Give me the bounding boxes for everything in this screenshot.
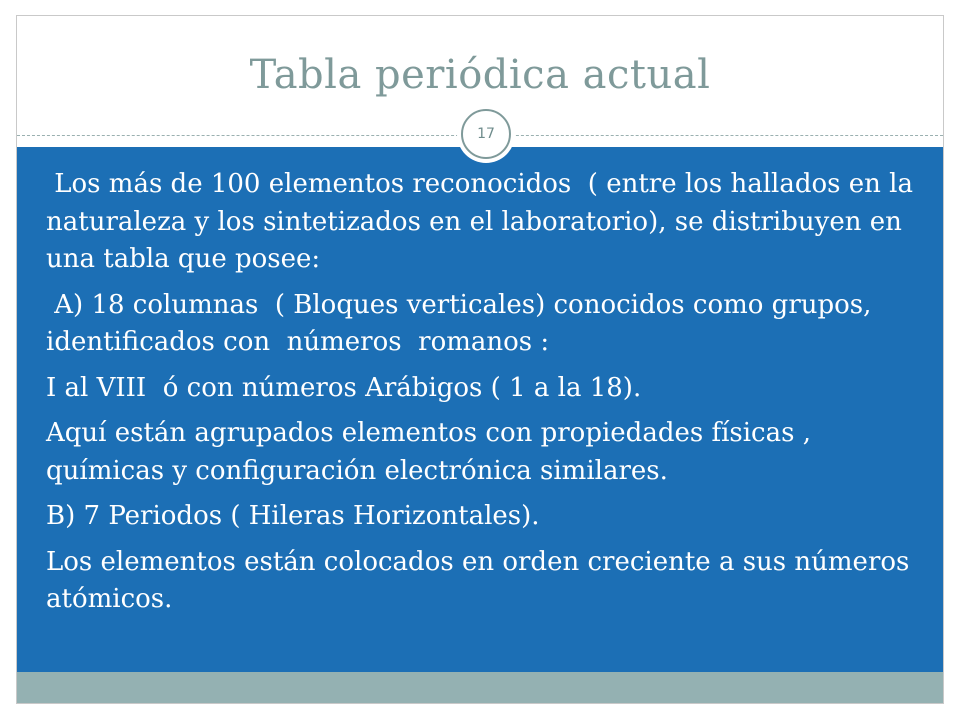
slide: [16, 15, 944, 704]
paragraph: I al VIII ó con números Arábigos ( 1 a la 18).: [46, 372, 642, 403]
slide-title: Tabla periódica actual: [249, 52, 711, 98]
paragraph: B) 7 Periodos ( Hileras Horizontales).: [46, 501, 540, 531]
paragraph: A) 18 columnas ( Bloques verticales) conocidos como grupos, identificados con números romanos :: [46, 289, 880, 357]
page-number-badge: [461, 109, 511, 159]
slide-body: [46, 166, 926, 627]
paragraph: Los más de 100 elementos reconocidos ( entre los hallados en la naturaleza y los sintetizados en el laboratorio), se distribuyen en una tabla que posee:: [46, 169, 922, 274]
paragraph: Aquí están agrupados elementos con propiedades físicas , químicas y configuración electrónica similares.: [46, 418, 820, 486]
page-number: 17: [477, 126, 495, 142]
paragraph: Los elementos están colocados en orden creciente a sus números atómicos.: [46, 546, 918, 614]
footer-band: [17, 672, 943, 704]
